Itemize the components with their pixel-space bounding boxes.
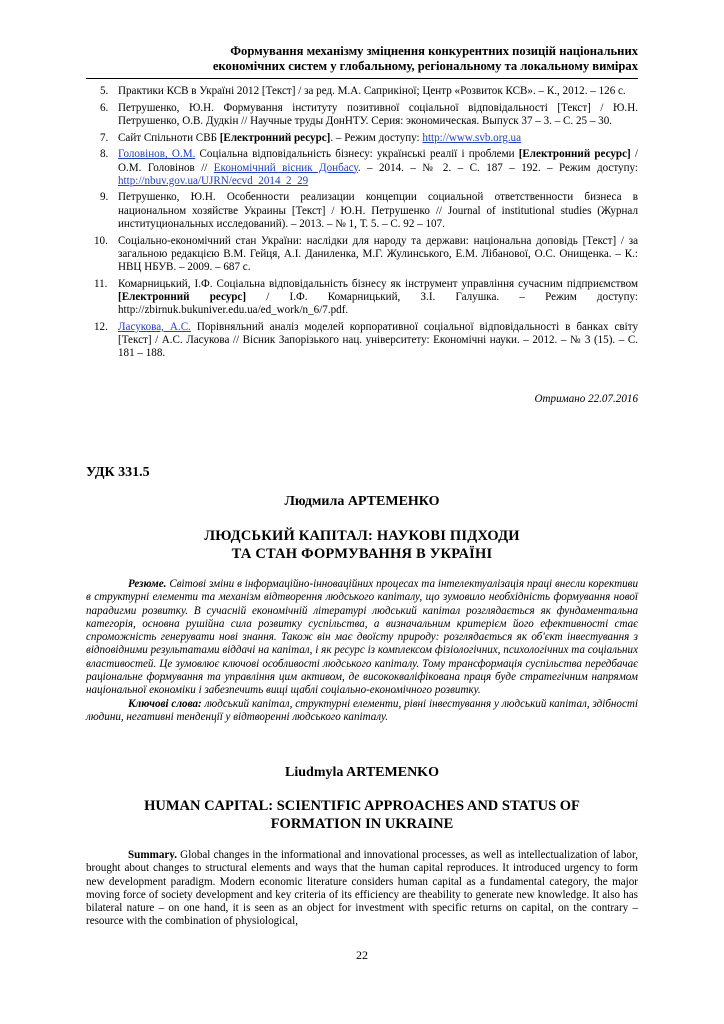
article-title-ua-line-2: ТА СТАН ФОРМУВАННЯ В УКРАЇНІ <box>231 546 493 562</box>
reference-url-link[interactable]: http://nbuv.gov.ua/UJRN/ecvd_2014_2_29 <box>118 174 309 187</box>
udk-code: УДК 331.5 <box>86 465 150 480</box>
reference-text: Практики КСВ в Україні 2012 [Текст] / за ред. М.А. Саприкіної; Центр «Розвиток КСВ». – К., 2012. – 126 с. <box>118 85 626 97</box>
reference-item <box>86 102 638 128</box>
article-title-en-line-2: FORMATION IN UKRAINE <box>270 816 454 832</box>
reference-resource-label: [Електронний ресурс] <box>219 131 331 144</box>
reference-list <box>86 85 638 364</box>
reference-number: 8. <box>100 148 109 161</box>
reference-item <box>86 148 638 188</box>
abstract-ua <box>86 578 638 724</box>
article-title-ua-line-1: ЛЮДСЬКИЙ КАПІТАЛ: НАУКОВІ ПІДХОДИ <box>204 528 520 544</box>
header-divider <box>86 78 638 79</box>
reference-text: / О.М. Головінов // <box>118 148 638 174</box>
abstract-ua-label: Резюме. <box>128 578 167 590</box>
article-title-en <box>86 797 638 833</box>
reference-item <box>86 235 638 275</box>
author-name-en: Liudmyla ARTEMENKO <box>285 765 439 780</box>
keywords-ua-label: Ключові слова: <box>128 697 202 710</box>
reference-url-link[interactable]: http://www.svb.org.ua <box>422 131 522 144</box>
reference-number: 10. <box>94 234 108 247</box>
reference-text: Соціальна відповідальність бізнесу: українські реалії і проблеми <box>195 148 519 161</box>
reference-number: 12. <box>94 320 108 333</box>
reference-item <box>86 321 638 361</box>
article-title-ua <box>86 527 638 563</box>
reference-item <box>86 85 638 98</box>
reference-text: Сайт Спільноти СВБ <box>118 131 220 144</box>
summary-en-paragraph <box>86 849 638 929</box>
reference-text: Петрушенко, Ю.Н. Формування інституту позитивної соціальної відповідальності [Текст] / Ю.Н. Петрушенко, О.В. Дудкін // Научные труды ДонНТУ. Серия: экономическая. Выпуск 37 – 3. – С. 25 – 30. <box>118 101 638 127</box>
reference-number: 5. <box>100 85 109 97</box>
reference-journal-link[interactable]: Економічний вісник Донбасу <box>213 161 358 174</box>
reference-item <box>86 191 638 231</box>
summary-en-label: Summary. <box>128 849 178 861</box>
reference-author-link[interactable]: Ласукова, А.С. <box>118 320 191 333</box>
reference-text: Петрушенко, Ю.Н. Особенности реализации концепции социальной ответственности бизнеса в национальном хозяйстве Украины [Текст] / Ю.Н. Петрушенко // Journal of institutional studies (Журнал институциональных исследований). – 2013. – № 1, Т. 5. – С. 92 – 107. <box>118 191 638 230</box>
reference-resource-label: [Електронний ресурс] <box>518 148 631 161</box>
article-title-en-line-1: HUMAN CAPITAL: SCIENTIFIC APPROACHES AND STATUS OF <box>144 798 580 814</box>
summary-en <box>86 849 638 929</box>
abstract-ua-text: Світові зміни в інформаційно-інноваційних процесах та інтелектуалізація праці внесли корективи в структурні елементи та механізм відтворення людського капіталу, що зумовило необхідність формування нової парадигми розвитку. В сучасній економічній літературі людський капітал розглядається як фундаментальна категорія, основна рушійна сила розвитку суспільства, а визначальним критерієм його ефективності стає спроможність генерувати нові знання. Також він має двоїсту природу: розглядається як об'єкт інвестування з відповідними результатами віддачі на капітал, і як ресурс із комплексом фізіологічних, психологічних та соціальних властивостей. Це зумовлює ключові особливості людського капіталу. Тому трансформація суспільства передбачає раціональне формування та управління цим активом, де висококваліфікована праця буде стратегічним напрямом національної економіки і забезпечить вищі щаблі соціально-економічного розвитку. <box>86 578 638 697</box>
reference-number: 6. <box>100 101 109 114</box>
running-header-line-2: економічних систем у глобальному, регіональному та локальному вимірах <box>212 59 638 73</box>
author-name-ua: Людмила АРТЕМЕНКО <box>284 494 440 509</box>
reference-resource-label: [Електронний ресурс] <box>118 290 247 303</box>
reference-text: / І.Ф. Комарницький, З.І. Галушка. – Режим доступу: http://zbirnuk.bukuniver.edu.ua/ed_work/n_6/7.pdf. <box>118 290 638 317</box>
reference-text: . – 2014. – № 2. – С. 187 – 192. – Режим доступу: <box>357 161 638 174</box>
reference-item <box>86 132 638 145</box>
reference-item <box>86 278 638 318</box>
reference-text: . – Режим доступу: <box>330 131 423 144</box>
keywords-ua-text: людський капітал, структурні елементи, рівні інвестування у людський капітал, здібності людини, негативні тенденції у відтворенні людського капіталу. <box>86 697 638 723</box>
summary-en-text: Global changes in the informational and innovational processes, as well as intellectualization of labor, brought about changes to structural elements and ways that the human capital reproduces. It introduced urgency to form new development paradigm. Modern economic literature considers human capital as a fundamental category, the major moving force of society development and key criteria of its efficiency are theability to generate new knowledge. It also has bilateral nature – on one hand, it is seen as an object for investment with specific returns on capital, on the contrary – resource with the combination of physiological, <box>86 849 638 928</box>
reference-number: 11. <box>94 277 108 290</box>
reference-text: Комарницький, І.Ф. Соціальна відповідальність бізнесу як інструмент управління сучасним підприємством <box>118 277 638 290</box>
keywords-ua <box>86 698 638 725</box>
abstract-ua-paragraph <box>86 578 638 698</box>
reference-number: 9. <box>100 191 109 204</box>
reference-number: 7. <box>100 131 109 144</box>
page-number: 22 <box>356 948 368 962</box>
running-header <box>190 44 638 74</box>
reference-text: Соціально-економічний стан України: наслідки для народу та держави: національна доповідь [Текст] / за загальною редакцією В.М. Гейця, А.І. Даниленка, М.Г. Жулинського, Е.М. Лібанової, О.С. Онищенка. – К.: НВЦ НБУВ. – 2009. – 687 с. <box>118 234 638 273</box>
reference-text: Порівняльний аналіз моделей корпоративної соціальної відповідальності в банках світу [Текст] / А.С. Ласукова // Вісник Запорізького нац. університету: Економічні науки. – 2012. – № 3 (15). – С. 181 – 188. <box>118 320 638 360</box>
received-date: Отримано 22.07.2016 <box>534 393 638 405</box>
running-header-line-1: Формування механізму зміцнення конкурентних позицій національних <box>230 44 638 58</box>
reference-author-link[interactable]: Головінов, О.М. <box>118 148 196 161</box>
